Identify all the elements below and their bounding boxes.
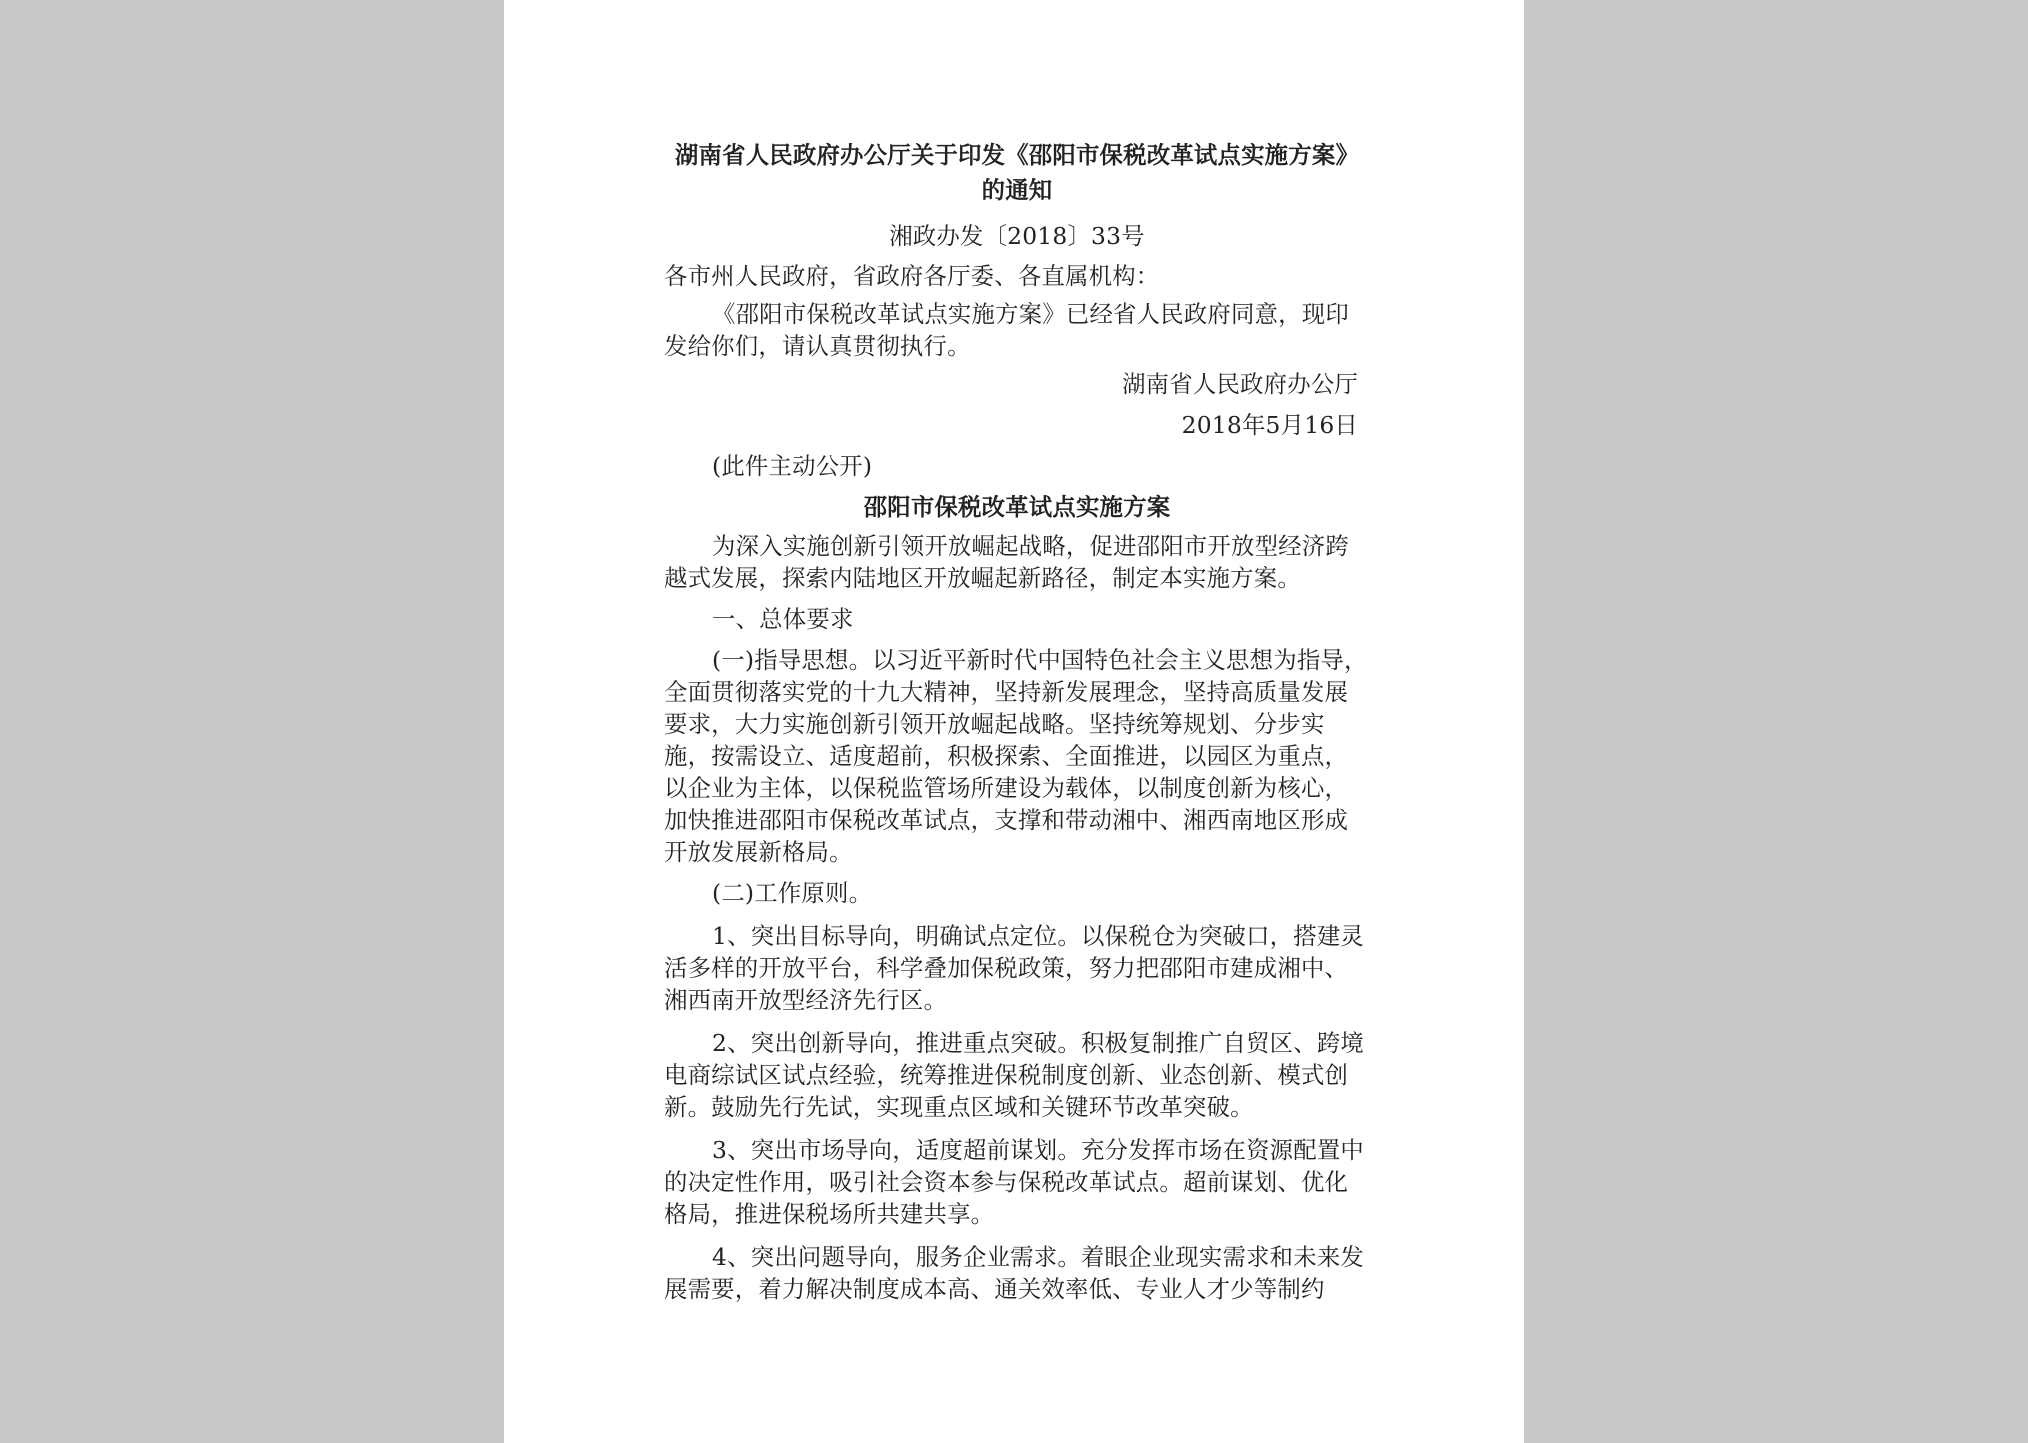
- paragraph-principle-1: 1、突出目标导向，明确试点定位。以保税仓为突破口，搭建灵活多样的开放平台，科学叠加保税政策，努力把邵阳市建成湘中、湘西南开放型经济先行区。: [664, 922, 1365, 1014]
- paragraph-preamble: 为深入实施创新引领开放崛起战略，促进邵阳市开放型经济跨越式发展，探索内陆地区开放崛起新路径，制定本实施方案。: [664, 532, 1349, 592]
- recipients: 各市州人民政府，省政府各厅委、各直属机构：: [664, 262, 1160, 290]
- plan-title: 邵阳市保税改革试点实施方案: [863, 493, 1171, 521]
- paragraph-principle-3: 3、突出市场导向，适度超前谋划。充分发挥市场在资源配置中的决定性作用，吸引社会资本参与保税改革试点。超前谋划、优化格局，推进保税场所共建共享。: [664, 1136, 1365, 1228]
- document-title: [664, 138, 1370, 208]
- publicity-note: (此件主动公开): [712, 452, 873, 480]
- title-line-1: 湖南省人民政府办公厅关于印发《邵阳市保税改革试点实施方案》: [674, 141, 1360, 169]
- paragraph-principle-4: 4、突出问题导向，服务企业需求。着眼企业现实需求和未来发展需要，着力解决制度成本高、通关效率低、专业人才少等制约: [664, 1243, 1365, 1303]
- document-number: 湘政办发〔2018〕33号: [889, 222, 1145, 250]
- title-line-2: 的通知: [981, 176, 1053, 204]
- section-heading-general: 一、总体要求: [712, 605, 854, 633]
- section-heading-principles: (二)工作原则。: [712, 879, 873, 907]
- document-content: [664, 138, 1370, 1305]
- issue-date: 2018年5月16日: [1181, 411, 1358, 439]
- document-page: [504, 0, 1524, 1443]
- paragraph-guiding-ideology: (一)指导思想。以习近平新时代中国特色社会主义思想为指导，全面贯彻落实党的十九大精神，坚持新发展理念，坚持高质量发展要求，大力实施创新引领开放崛起战略。坚持统筹规划、分步实施，按需设立、适度超前，积极探索、全面推进，以园区为重点，以企业为主体，以保税监管场所建设为载体，以制度创新为核心，加快推进邵阳市保税改革试点，支撑和带动湘中、湘西南地区形成开放发展新格局。: [664, 646, 1368, 866]
- intro-paragraph: 《邵阳市保税改革试点实施方案》已经省人民政府同意，现印发给你们，请认真贯彻执行。: [664, 300, 1349, 360]
- issuer: 湖南省人民政府办公厅: [1122, 370, 1358, 398]
- paragraph-principle-2: 2、突出创新导向，推进重点突破。积极复制推广自贸区、跨境电商综试区试点经验，统筹推进保税制度创新、业态创新、模式创新。鼓励先行先试，实现重点区域和关键环节改革突破。: [664, 1029, 1365, 1121]
